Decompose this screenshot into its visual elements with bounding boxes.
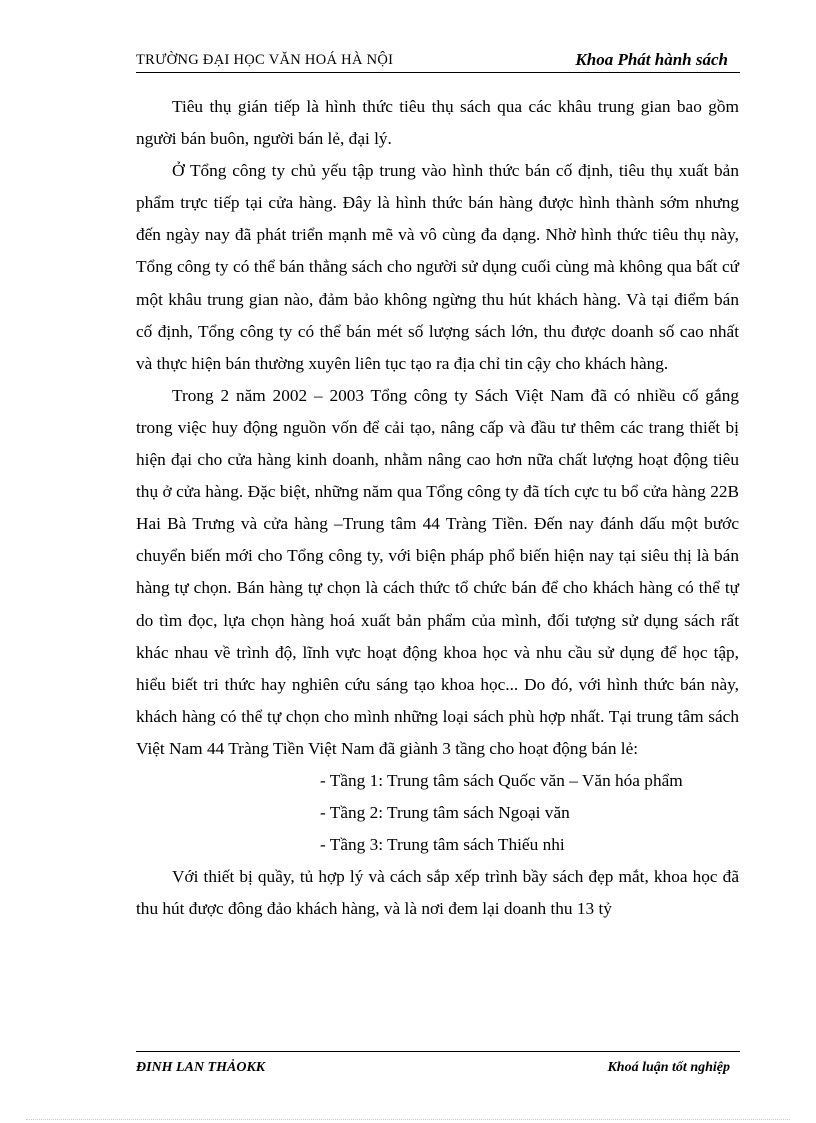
page-footer [136,1051,740,1082]
document-body [136,91,739,925]
floor-list-item-2: - Tầng 2: Trung tâm sách Ngoại văn [320,803,570,823]
university-name: TRƯỜNG ĐẠI HỌC VĂN HOÁ HÀ NỘI [136,52,394,68]
page-edge-divider [26,1119,790,1120]
floor-list-item-3: - Tầng 3: Trung tâm sách Thiếu nhi [320,835,565,855]
paragraph-investment: Trong 2 năm 2002 – 2003 Tổng công ty Sách Việt Nam đã có nhiều cố gắng trong việc huy động nguồn vốn để cải tạo, nâng cấp và đầu tư thêm các trang thiết bị hiện đại cho cửa hàng kinh doanh, nhằm nâng cao hơn nữa chất lượng hoạt động tiêu thụ ở cửa hàng. Đặc biệt, những năm qua Tổng công ty đã tích cực tu bổ cửa hàng 22B Hai Bà Trưng và cửa hàng –Trung tâm 44 Tràng Tiền. Đến nay đánh dấu một bước chuyển biến mới cho Tổng công ty, với biện pháp phổ biến hiện nay tại siêu thị là bán hàng tự chọn. Bán hàng tự chọn là cách thức tổ chức bán để cho khách hàng có thể tự do tìm đọc, lựa chọn hàng hoá xuất bản phẩm của mình, đối tượng sử dụng sách rất khác nhau về trình độ, lĩnh vực hoạt động khoa học và nhu cầu sử dụng để học tập, hiểu biết tri thức hay nghiên cứu sáng tạo khoa học... Do đó, với hình thức bán này, khách hàng có thể tự chọn cho mình những loại sách phù hợp nhất. Tại trung tâm sách Việt Nam 44 Tràng Tiền Việt Nam đã giành 3 tầng cho hoạt động bán lẻ: [136,385,739,758]
faculty-name: Khoa Phát hành sách [575,50,728,69]
paragraph-indirect-sales: Tiêu thụ gián tiếp là hình thức tiêu thụ sách qua các khâu trung gian bao gồm người bán buôn, người bán lẻ, đại lý. [136,97,739,149]
thesis-label: Khoá luận tốt nghiệp [607,1060,730,1075]
paragraph-closing: Với thiết bị quầy, tủ hợp lý và cách sắp xếp trình bầy sách đẹp mắt, khoa học đã thu hút được đông đảo khách hàng, và là nơi đem lại doanh thu 13 tỷ [136,867,739,919]
page-header [136,50,740,73]
author-name: ĐINH LAN THẢOKK [136,1060,266,1075]
paragraph-fixed-sales: Ở Tổng công ty chủ yếu tập trung vào hình thức bán cố định, tiêu thụ xuất bản phẩm trực tiếp tại cửa hàng. Đây là hình thức bán hàng được hình thành sớm nhưng đến ngày nay đã phát triển mạnh mẽ và vô cùng đa dạng. Nhờ hình thức tiêu thụ này, Tổng công ty có thể bán thẳng sách cho người sử dụng cuối cùng mà không qua bất cứ một khâu trung gian nào, đảm bảo không ngừng thu hút khách hàng. Và tại điểm bán cố định, Tổng công ty có thể bán mét số lượng sách lớn, thu được doanh số cao nhất và thực hiện bán thường xuyên liên tục tạo ra địa chỉ tin cậy cho khách hàng. [136,161,739,373]
floor-list-item-1: - Tầng 1: Trung tâm sách Quốc văn – Văn hóa phẩm [320,770,683,790]
